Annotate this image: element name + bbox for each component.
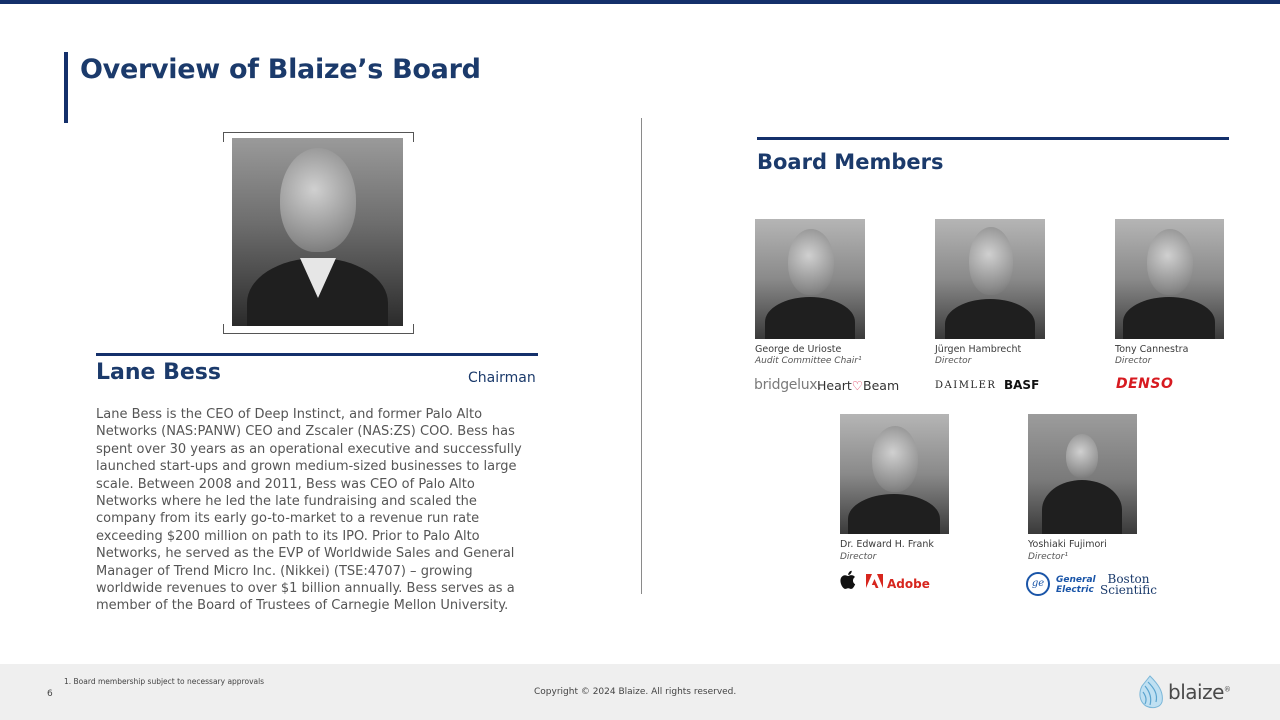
- member-role: Audit Committee Chair¹: [755, 356, 862, 366]
- adobe-icon: [866, 574, 883, 592]
- page-number: 6: [47, 689, 53, 699]
- member-name: Jürgen Hambrecht: [935, 344, 1022, 355]
- member-photo-de-urioste: [755, 219, 865, 339]
- boston-scientific-logo: Boston Scientific: [1100, 572, 1157, 597]
- column-divider: [641, 118, 642, 594]
- blaize-mark-icon: [1136, 674, 1166, 710]
- title-accent-bar: [64, 52, 68, 123]
- member-role: Director: [1115, 356, 1152, 366]
- denso-logo: DENSO: [1116, 376, 1174, 392]
- chairman-photo: [232, 138, 403, 326]
- member-role: Director¹: [1028, 552, 1068, 562]
- top-accent-rule: [0, 0, 1280, 4]
- member-name: Tony Cannestra: [1115, 344, 1189, 355]
- daimler-logo: DAIMLER: [935, 380, 997, 391]
- copyright: Copyright © 2024 Blaize. All rights reserved.: [534, 687, 737, 697]
- heart-icon: ♡: [851, 378, 864, 393]
- chairman-bio: Lane Bess is the CEO of Deep Instinct, and former Palo Alto Networks (NAS:PANW) CEO and Zscaler (NAS:ZS) COO. Bess has spent over 30 years as an operational executive and successfully launched start-ups and grown medium-sized businesses to large scale. Between 2008 and 2011, Bess was CEO of Palo Alto Networks where he led the late fundraising and scaled the company from its early go-to-market to a revenue run rate exceeding $200 million on path to its IPO. Prior to Palo Alto Networks, he served as the EVP of Worldwide Sales and General Manager of Trend Micro Inc. (Nikkei) (TSE:4707) – growing worldwide revenues to over $1 billion annually. Bess serves as a member of the Board of Trustees of Carnegie Mellon University.: [96, 407, 522, 614]
- general-electric-logo: General Electric: [1056, 575, 1096, 595]
- adobe-logo: Adobe: [866, 574, 930, 592]
- member-name: Dr. Edward H. Frank: [840, 539, 934, 550]
- member-role: Director: [935, 356, 972, 366]
- chairman-name: Lane Bess: [96, 360, 221, 385]
- footnote: 1. Board membership subject to necessary approvals: [64, 677, 265, 686]
- chairman-rule: [96, 353, 538, 356]
- basf-logo: BASF: [1004, 378, 1040, 392]
- board-members-heading: Board Members: [757, 150, 944, 174]
- board-members-rule: [757, 137, 1229, 140]
- member-name: George de Urioste: [755, 344, 842, 355]
- member-photo-frank: [840, 414, 949, 534]
- ge-monogram-icon: ge: [1026, 572, 1050, 596]
- slide-title: Overview of Blaize’s Board: [80, 54, 481, 85]
- member-photo-hambrecht: [935, 219, 1045, 339]
- bridgelux-logo: bridgelux.: [754, 377, 822, 393]
- member-photo-fujimori: [1028, 414, 1137, 534]
- member-photo-cannestra: [1115, 219, 1224, 339]
- heartbeam-logo: Heart♡Beam: [817, 378, 900, 393]
- apple-icon: [839, 570, 856, 595]
- blaize-logo: blaize®: [1136, 674, 1246, 710]
- member-role: Director: [840, 552, 877, 562]
- member-name: Yoshiaki Fujimori: [1028, 539, 1107, 550]
- chairman-role: Chairman: [468, 370, 536, 386]
